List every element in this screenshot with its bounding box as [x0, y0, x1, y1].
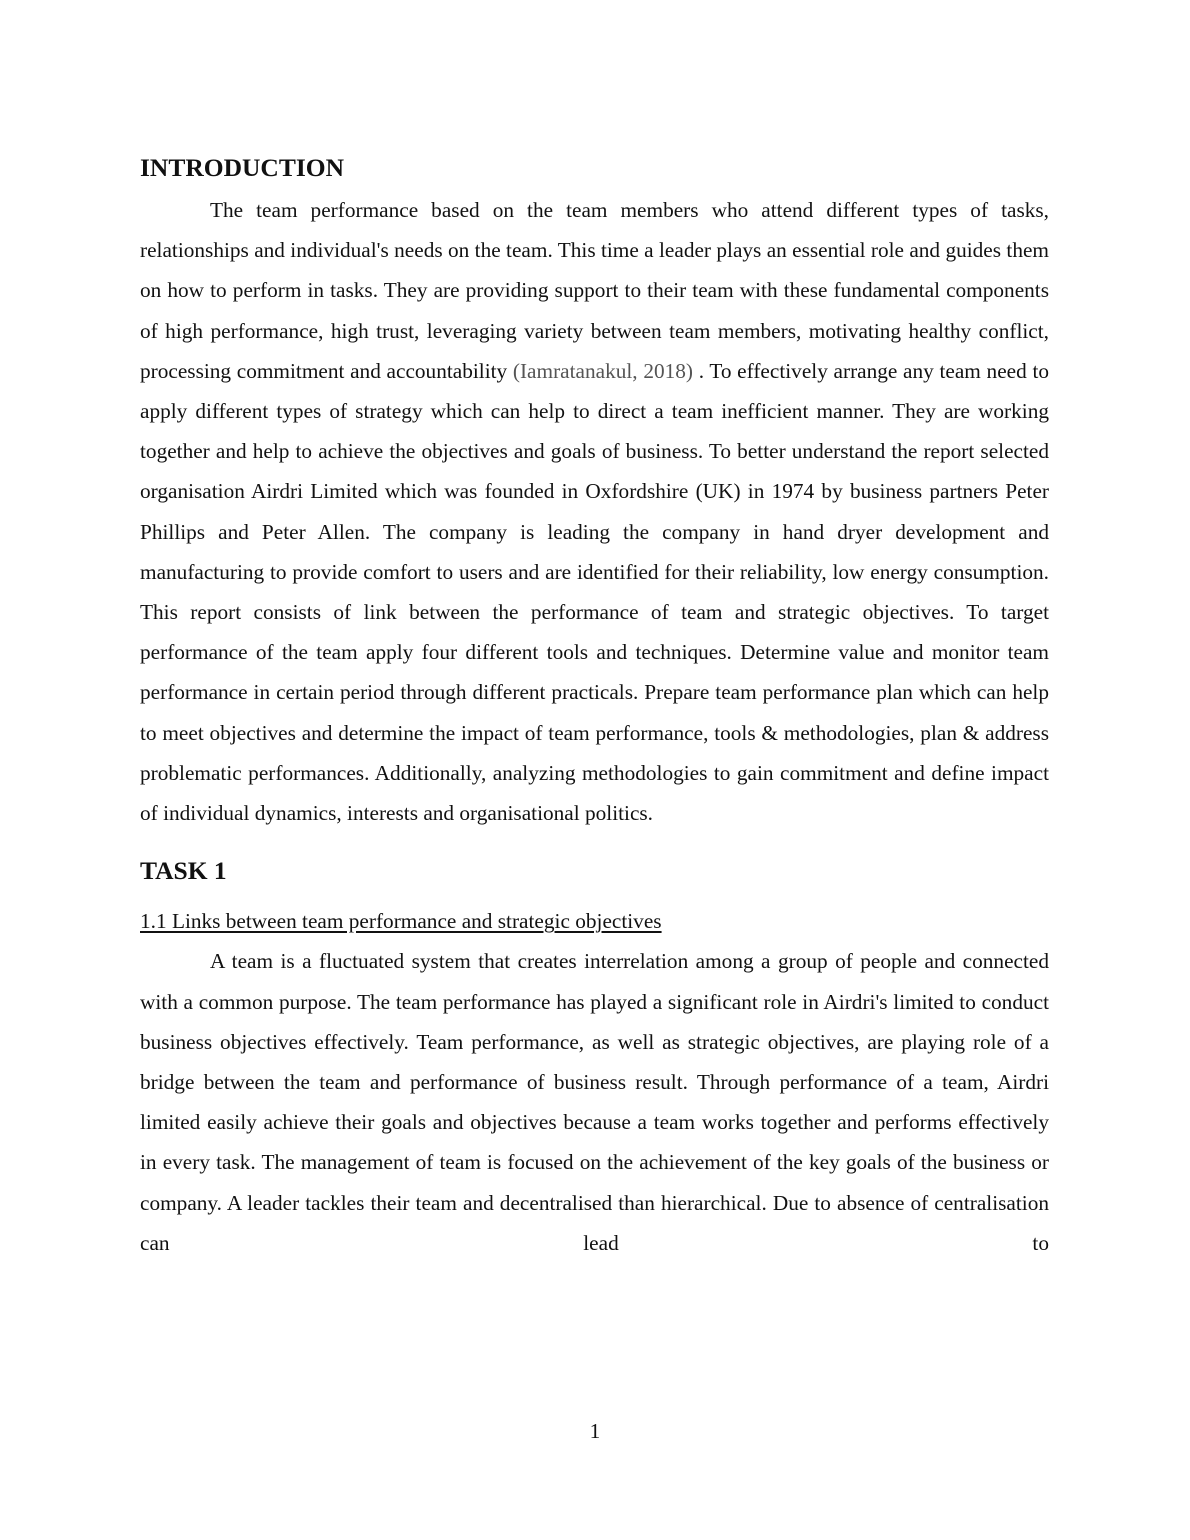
document-page	[140, 148, 1049, 1263]
page-number: 1	[589, 1419, 601, 1443]
introduction-citation: (Iamratanakul, 2018)	[512, 358, 694, 383]
section-1-1-subheading: 1.1 Links between team performance and strategic objectives	[140, 909, 662, 934]
task-1-heading: TASK 1	[140, 856, 227, 886]
introduction-heading: INTRODUCTION	[140, 153, 345, 182]
introduction-paragraph	[140, 190, 1049, 833]
section-1-1-paragraph: A team is a fluctuated system that creates interrelation among a group of people and connected with a common purpose. The team performance has played a significant role in Airdri's limited to conduct business objectives effectively. Team performance, as well as strategic objectives, are playing role of a bridge between the team and performance of business result. Through performance of a team, Airdri limited easily achieve their goals and objectives because a team works together and performs effectively in every task. The management of team is focused on the achievement of the key goals of the business or company. A leader tackles their team and decentralised than hierarchical. Due to absence of centralisation can lead to	[140, 949, 1049, 1255]
introduction-text-before-citation: The team performance based on the team members who attend different types of tasks, relationships and individual's needs on the team. This time a leader plays an essential role and guides them on how to perform in tasks. They are providing support to their team with these fundamental components of high performance, high trust, leveraging variety between team members, motivating healthy conflict, processing commitment and accountability	[140, 198, 1049, 383]
introduction-text-after-citation: . To effectively arrange any team need to apply different types of strategy which can help to direct a team inefficient manner. They are working together and help to achieve the objectives and goals of business. To better understand the report selected organisation Airdri Limited which was founded in Oxfordshire (UK) in 1974 by business partners Peter Phillips and Peter Allen. The company is leading the company in hand dryer development and manufacturing to provide comfort to users and are identified for their reliability, low energy consumption. This report consists of link between the performance of team and strategic objectives. To target performance of the team apply four different tools and techniques. Determine value and monitor team performance in certain period through different practicals. Prepare team performance plan which can help to meet objectives and determine the impact of team performance, tools & methodologies, plan & address problematic performances. Additionally, analyzing methodologies to gain commitment and define impact of individual dynamics, interests and organisational politics.	[140, 358, 1050, 826]
